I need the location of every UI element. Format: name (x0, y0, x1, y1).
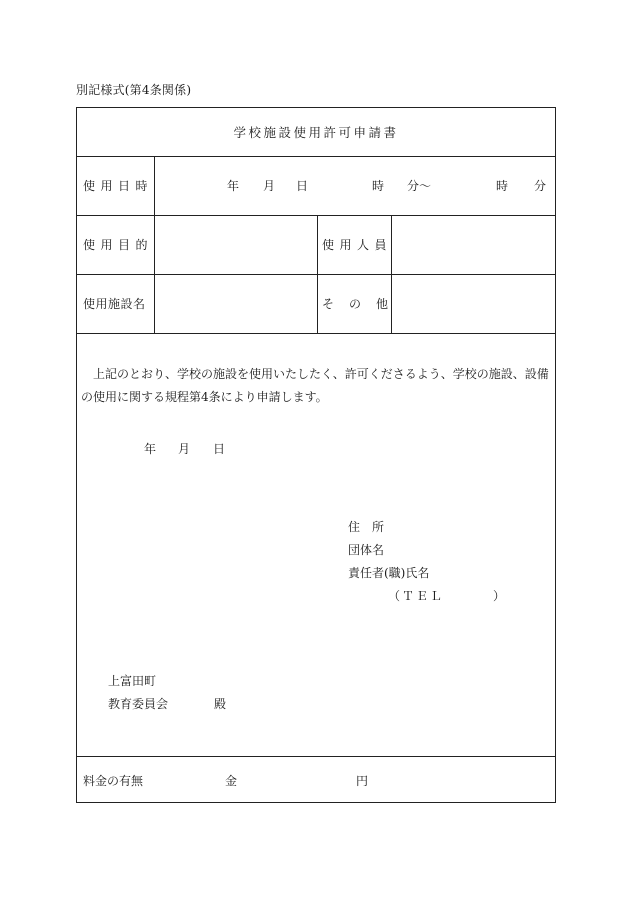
other-label: その他 (322, 297, 404, 311)
label-column-divider (154, 156, 155, 333)
row-divider-1 (77, 156, 555, 157)
time-minute-end: 分 (534, 179, 547, 193)
facility-label: 使用施設名 (83, 297, 146, 311)
right-label-divider (391, 215, 392, 333)
submit-month: 月 (178, 442, 191, 456)
people-label: 使用人員 (322, 238, 393, 252)
tel-close-paren: ） (493, 589, 506, 603)
date-day: 日 (296, 179, 309, 193)
date-year: 年 (227, 179, 240, 193)
date-label: 使用日時 (83, 179, 154, 193)
row-divider-2 (77, 215, 555, 216)
tel-label: （ＴＥＬ (388, 589, 445, 603)
addressee-board: 教育委員会 (108, 697, 169, 711)
address-label: 住 所 (348, 520, 385, 534)
row-divider-4 (77, 333, 555, 334)
fee-amount-label: 金 (225, 774, 238, 788)
purpose-label: 使用目的 (83, 238, 154, 252)
responsible-person-label: 責任者(職)氏名 (348, 566, 430, 580)
submit-year: 年 (144, 442, 157, 456)
fee-label: 料金の有無 (83, 774, 144, 788)
row-divider-5 (77, 756, 555, 757)
addressee-honorific: 殿 (214, 697, 227, 711)
fee-unit: 円 (356, 774, 369, 788)
submit-day: 日 (213, 442, 226, 456)
middle-column-divider (317, 215, 318, 333)
application-form (76, 107, 556, 803)
form-reference: 別記様式(第4条関係) (76, 83, 192, 97)
organization-label: 団体名 (348, 543, 385, 557)
request-statement: 上記のとおり、学校の施設を使用いたしたく、許可くださるよう、学校の施設、設備の使用に関する規程第4条により申請します。 (81, 367, 549, 404)
row-divider-3 (77, 274, 555, 275)
form-title: 学校施設使用許可申請書 (233, 125, 399, 140)
time-hour-start: 時 (372, 179, 385, 193)
date-month: 月 (263, 179, 276, 193)
addressee-town: 上富田町 (108, 674, 157, 688)
time-hour-end: 時 (496, 179, 509, 193)
time-minute-start: 分〜 (407, 179, 432, 193)
